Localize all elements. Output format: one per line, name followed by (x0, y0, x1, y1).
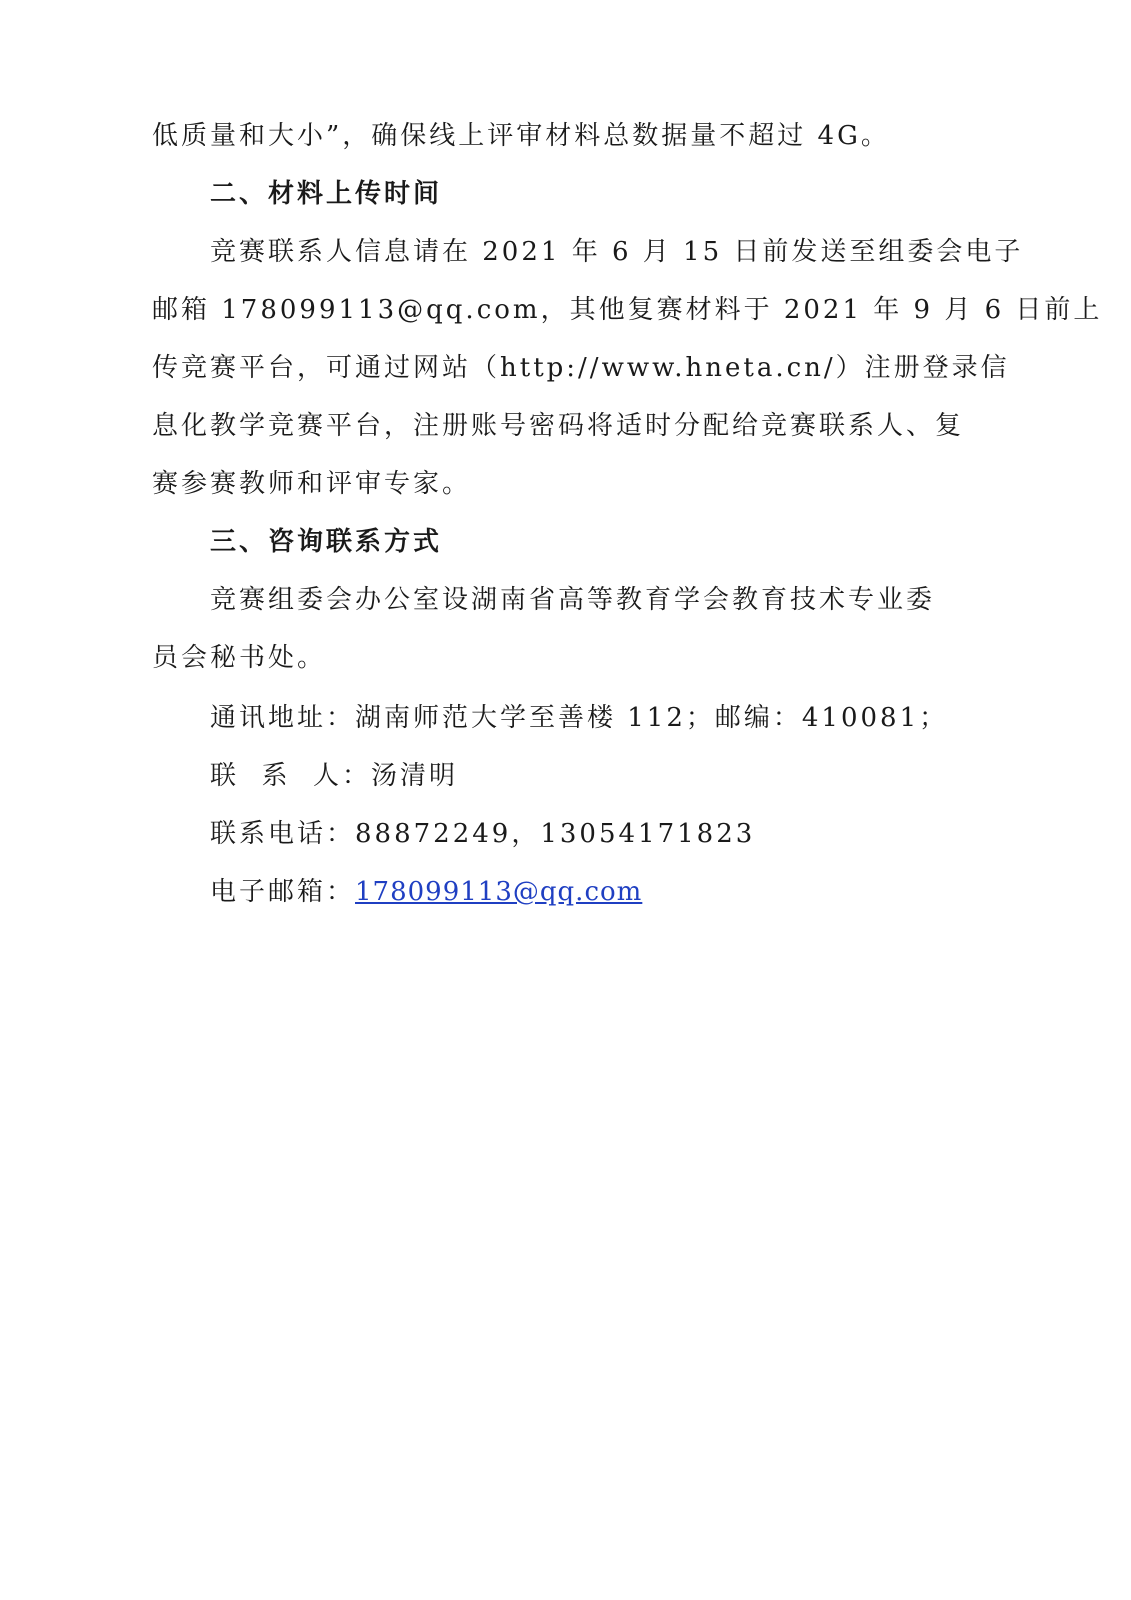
paragraph-line: 竞赛联系人信息请在 2021 年 6 月 15 日前发送至组委会电子 (210, 237, 1024, 267)
contact-person-line: 联 系 人：汤清明 (210, 761, 459, 791)
phone-line: 联系电话：88872249，13054171823 (210, 819, 756, 849)
email-label: 电子邮箱： (210, 877, 356, 907)
address-line: 通讯地址：湖南师范大学至善楼 112；邮编：410081； (210, 703, 949, 733)
paragraph-line: 赛参赛教师和评审专家。 (152, 469, 472, 499)
email-link[interactable]: 178099113@qq.com (355, 877, 643, 907)
paragraph-line: 息化教学竞赛平台，注册账号密码将适时分配给竞赛联系人、复 (152, 411, 965, 441)
email-line (210, 874, 1030, 910)
paragraph-line: 低质量和大小”，确保线上评审材料总数据量不超过 4G。 (152, 121, 890, 151)
paragraph-line: 员会秘书处。 (152, 643, 327, 673)
section-heading-contact: 三、咨询联系方式 (210, 527, 443, 557)
section-heading-upload-time: 二、材料上传时间 (210, 179, 443, 209)
paragraph-line: 传竞赛平台，可通过网站（http://www.hneta.cn/）注册登录信 (152, 353, 1010, 383)
paragraph-line: 竞赛组委会办公室设湖南省高等教育学会教育技术专业委 (210, 585, 936, 615)
paragraph-line: 邮箱 178099113@qq.com，其他复赛材料于 2021 年 9 月 6 日前上 (152, 295, 1103, 325)
